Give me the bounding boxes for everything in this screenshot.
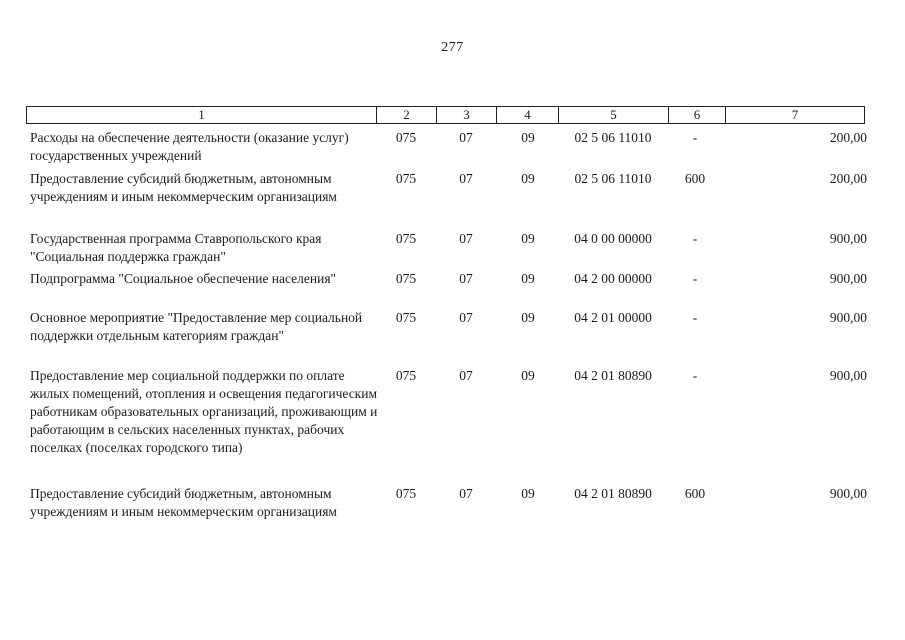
row-name: Расходы на обеспечение деятельности (оказание услуг) государственных учреждений	[30, 130, 349, 163]
row-amount: 900,00	[829, 486, 867, 501]
row-code-2: 075	[395, 486, 417, 501]
row-code-5: 04 2 01 00000	[574, 310, 652, 325]
row-code-2: 075	[395, 271, 417, 286]
row-name: Подпрограмма "Социальное обеспечение населения"	[30, 271, 337, 286]
row-code-4: 09	[521, 368, 535, 383]
row-code-3: 07	[459, 271, 473, 286]
row-code-2: 075	[395, 231, 417, 246]
row-code-5: 04 2 00 00000	[574, 271, 652, 286]
row-code-4: 09	[521, 486, 535, 501]
row-code-2: 075	[395, 130, 417, 145]
row-code-6: -	[692, 231, 698, 246]
row-code-2: 075	[395, 368, 417, 383]
row-code-6: 600	[684, 486, 706, 501]
row-code-4: 09	[521, 271, 535, 286]
row-name: Основное мероприятие "Предоставление мер социальной поддержки отдельным категориям граждан"	[30, 310, 363, 343]
row-amount: 200,00	[829, 130, 867, 145]
row-amount: 900,00	[829, 271, 867, 286]
row-code-4: 09	[521, 310, 535, 325]
header-cell-3: 3	[436, 107, 496, 123]
header-cell-2: 2	[376, 107, 436, 123]
row-code-6: -	[692, 368, 698, 383]
row-code-2: 075	[395, 310, 417, 325]
row-code-3: 07	[459, 368, 473, 383]
row-code-5: 02 5 06 11010	[574, 130, 652, 145]
row-code-6: -	[692, 130, 698, 145]
header-cell-4: 4	[496, 107, 558, 123]
page-number: 277	[441, 40, 464, 55]
row-code-5: 04 2 01 80890	[574, 486, 652, 501]
row-name: Предоставление мер социальной поддержки по оплате жилых помещений, отопления и освещения педагогическим работникам образовательных организаций, проживающим и работающим в сельских населенных пунктах, рабочих поселках (поселках городского типа)	[30, 368, 378, 455]
row-code-3: 07	[459, 486, 473, 501]
row-name: Государственная программа Ставропольского края "Социальная поддержка граждан"	[30, 231, 322, 264]
row-code-2: 075	[395, 171, 417, 186]
row-code-6: -	[692, 271, 698, 286]
header-cell-7: 7	[725, 107, 865, 123]
row-amount: 900,00	[829, 310, 867, 325]
row-code-4: 09	[521, 130, 535, 145]
row-name: Предоставление субсидий бюджетным, автономным учреждениям и иным некоммерческим организациям	[30, 486, 337, 519]
row-code-3: 07	[459, 231, 473, 246]
row-code-3: 07	[459, 171, 473, 186]
row-amount: 200,00	[829, 171, 867, 186]
row-name: Предоставление субсидий бюджетным, автономным учреждениям и иным некоммерческим организациям	[30, 171, 337, 204]
row-code-5: 04 0 00 00000	[574, 231, 652, 246]
row-amount: 900,00	[829, 368, 867, 383]
header-cell-6: 6	[668, 107, 725, 123]
row-code-3: 07	[459, 130, 473, 145]
row-code-5: 04 2 01 80890	[574, 368, 652, 383]
row-code-4: 09	[521, 171, 535, 186]
row-code-6: -	[692, 310, 698, 325]
header-cell-5: 5	[558, 107, 668, 123]
row-code-5: 02 5 06 11010	[574, 171, 652, 186]
row-code-4: 09	[521, 231, 535, 246]
row-amount: 900,00	[829, 231, 867, 246]
header-cell-1: 1	[26, 107, 376, 123]
row-code-6: 600	[684, 171, 706, 186]
row-code-3: 07	[459, 310, 473, 325]
